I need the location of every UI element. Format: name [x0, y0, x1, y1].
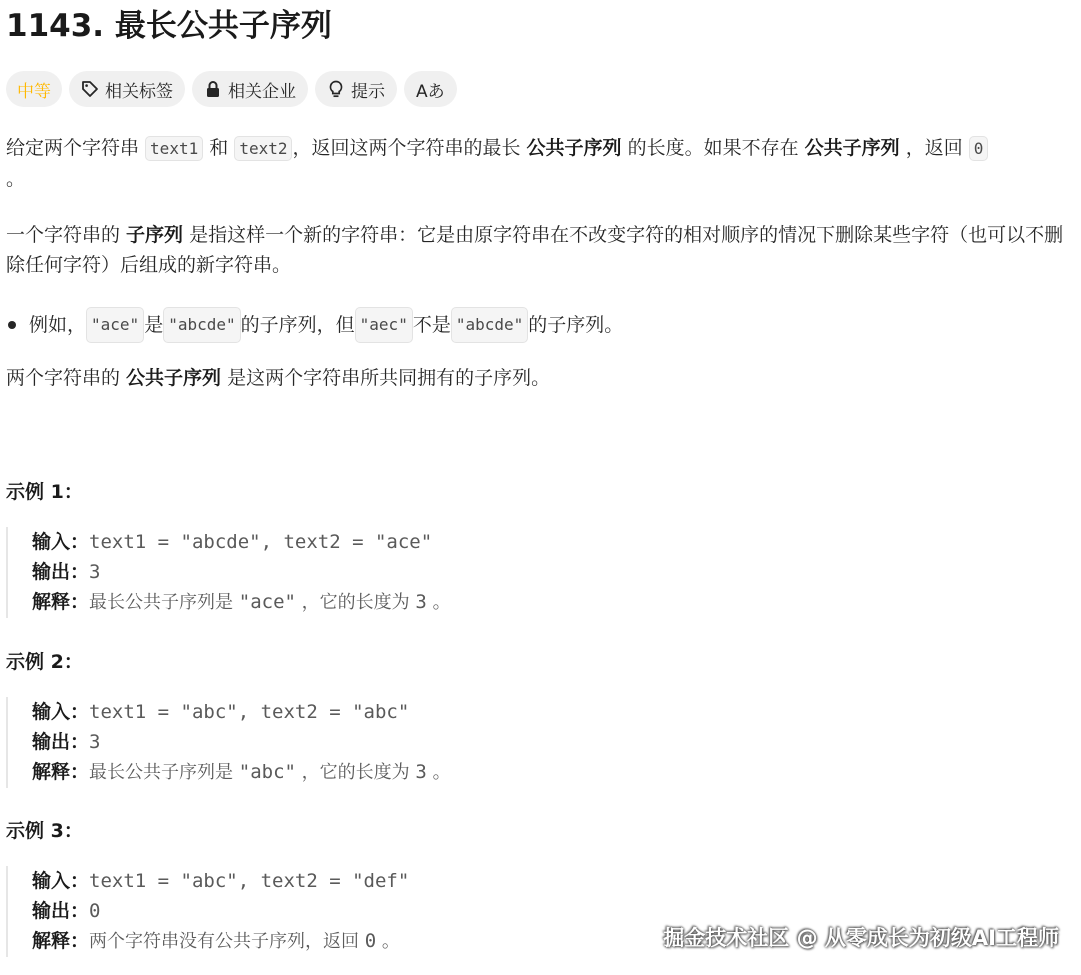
related-tags-button[interactable]	[69, 71, 185, 107]
example-explain-num: 3	[415, 761, 427, 783]
inline-code: "aec"	[355, 307, 413, 343]
list-item	[6, 307, 1074, 343]
output-label: 输出：	[32, 900, 90, 922]
difficulty-badge[interactable]	[6, 71, 62, 107]
text-span: 的长度。如果不存在	[621, 137, 805, 159]
explain-label: 解释：	[32, 930, 90, 952]
desc-paragraph-1	[6, 133, 1074, 194]
example-1-title: 示例 1：	[6, 481, 83, 503]
explain-label: 解释：	[32, 591, 90, 613]
related-companies-button[interactable]	[192, 71, 308, 107]
example-output: 3	[89, 561, 101, 583]
explain-label: 解释：	[32, 761, 90, 783]
bold-term: 子序列	[126, 224, 184, 246]
tag-icon	[81, 80, 99, 98]
text-span: 不是	[412, 314, 451, 336]
example-1-block	[6, 527, 932, 618]
input-label: 输入：	[32, 870, 90, 892]
text-span: 是	[144, 314, 164, 336]
inline-code: "ace"	[86, 307, 144, 343]
inline-code: text1	[145, 136, 203, 161]
example-output: 3	[89, 731, 101, 753]
lightbulb-icon	[327, 80, 345, 98]
inline-code: text2	[234, 136, 292, 161]
example-input: text1 = "abc", text2 = "abc"	[89, 701, 410, 723]
example-explain: 。	[376, 931, 400, 952]
text-span: 两个字符串的	[6, 367, 127, 389]
text-span: 。	[6, 168, 26, 190]
example-input: text1 = "abcde", text2 = "ace"	[89, 531, 433, 553]
example-explain: 。	[426, 592, 451, 613]
desc-paragraph-3	[6, 363, 1074, 393]
example-explain: ，它的长度为	[295, 762, 416, 783]
example-2-title: 示例 2：	[6, 651, 83, 673]
text-span: 是指这样一个新的字符串：它是由原字符串在不改变字符的相对顺序的情况下删除某些字符（也可以不删除任何字符）后组成的新字符串。	[6, 224, 1064, 276]
example-explain-num: 0	[364, 930, 377, 952]
example-explain: ，它的长度为	[295, 592, 416, 613]
difficulty-label: 中等	[17, 81, 51, 102]
example-explain: 两个字符串没有公共子序列，返回	[89, 931, 365, 952]
example-explain-code: "ace"	[238, 591, 296, 613]
output-label: 输出：	[32, 731, 90, 753]
inline-code: "abcde"	[451, 307, 528, 343]
text-span: 的子序列，但	[240, 314, 355, 336]
example-3-title: 示例 3：	[6, 820, 83, 842]
hint-label: 提示	[351, 81, 385, 102]
example-explain-num: 3	[415, 591, 427, 613]
translate-icon: Aあ	[416, 81, 445, 102]
example-input: text1 = "abc", text2 = "def"	[89, 870, 410, 892]
lock-icon	[204, 80, 222, 98]
bold-term: 公共子序列	[126, 367, 222, 389]
hint-button[interactable]	[315, 71, 397, 107]
text-span: 和	[203, 137, 235, 159]
related-companies-label: 相关企业	[228, 81, 296, 102]
text-span: 的子序列。	[528, 314, 624, 336]
text-span: 一个字符串的	[6, 224, 127, 246]
desc-paragraph-2	[6, 220, 1074, 280]
inline-code: "abcde"	[163, 307, 240, 343]
text-span: 例如，	[29, 314, 87, 336]
text-span: ，返回这两个字符串的最长	[292, 137, 527, 159]
watermark: 掘金技术社区 @ 从零成长为初级AI工程师	[663, 926, 1059, 950]
example-explain: 最长公共子序列是	[89, 762, 239, 783]
bold-term: 公共子序列	[526, 137, 622, 159]
example-output: 0	[89, 900, 101, 922]
input-label: 输入：	[32, 701, 90, 723]
example-2-block	[6, 697, 932, 788]
input-label: 输入：	[32, 531, 90, 553]
inline-code: 0	[969, 136, 989, 161]
bold-term: 公共子序列	[804, 137, 900, 159]
output-label: 输出：	[32, 561, 90, 583]
text-span: 给定两个字符串	[6, 137, 146, 159]
bullet-dot	[8, 321, 16, 329]
example-explain: 。	[426, 762, 451, 783]
text-span: 是这两个字符串所共同拥有的子序列。	[221, 367, 551, 389]
related-tags-label: 相关标签	[105, 81, 173, 102]
text-span: ，返回	[899, 137, 969, 159]
example-explain: 最长公共子序列是	[89, 592, 239, 613]
problem-tags	[6, 71, 457, 107]
example-explain-code: "abc"	[238, 761, 296, 783]
translate-button[interactable]	[404, 71, 457, 107]
problem-title: 1143. 最长公共子序列	[6, 8, 332, 44]
